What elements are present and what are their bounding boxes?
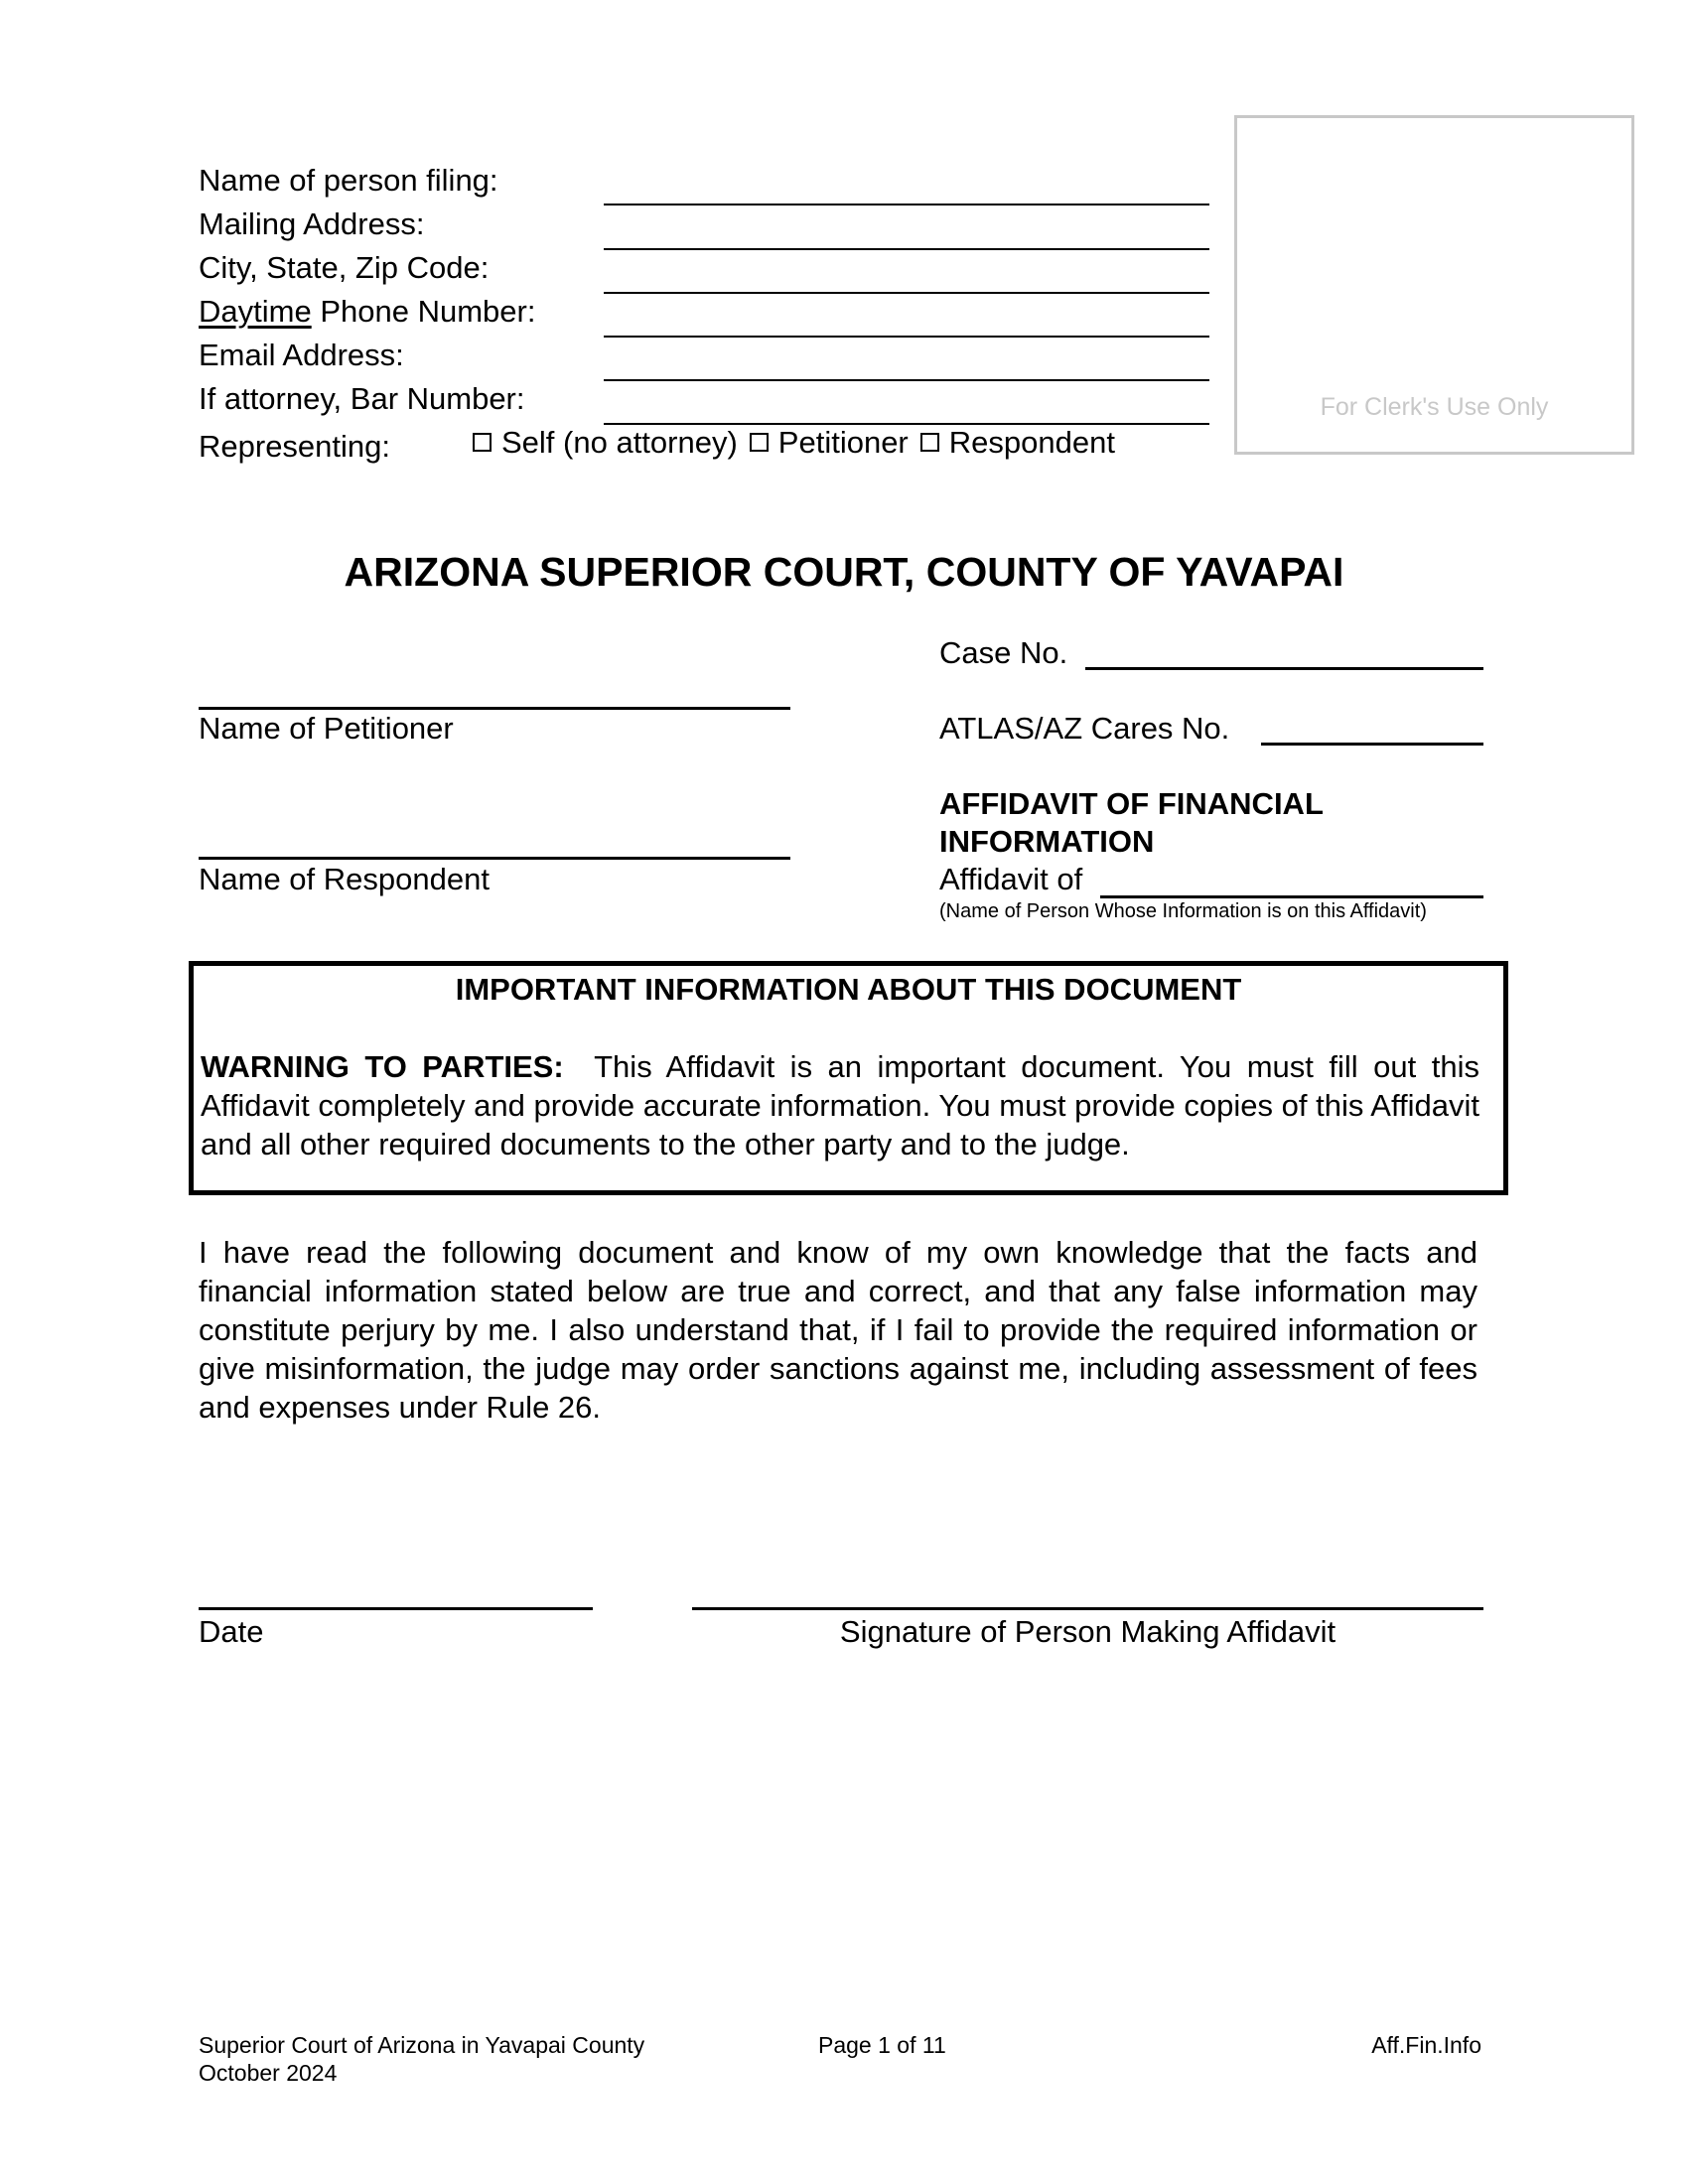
footer-date: October 2024: [199, 2060, 338, 2086]
affidavit-of-label: Affidavit of: [939, 862, 1083, 896]
option-petitioner[interactable]: [750, 425, 909, 461]
representing-label: Representing:: [199, 429, 391, 464]
warning-text: This Affidavit is an important document. You must fill out this Affidavit completely and provide accurate information. You must provide copies of this Affidavit and all other required documents to the other party and to the judge.: [201, 1049, 1480, 1161]
case-no-field[interactable]: [1085, 667, 1483, 670]
warning-box: [189, 961, 1508, 1195]
petitioner-field[interactable]: [199, 707, 790, 710]
option-self-label: Self (no attorney): [501, 425, 738, 460]
email-field[interactable]: [604, 379, 1209, 381]
mailing-address-field[interactable]: [604, 248, 1209, 250]
option-petitioner-label: Petitioner: [777, 425, 909, 460]
checkbox-icon[interactable]: [473, 433, 492, 452]
option-respondent-label: Respondent: [948, 425, 1115, 460]
atlas-label: ATLAS/AZ Cares No.: [939, 711, 1230, 746]
signature-field[interactable]: [692, 1607, 1483, 1610]
bar-number-label: If attorney, Bar Number:: [199, 381, 525, 416]
signature-label: Signature of Person Making Affidavit: [839, 1614, 1336, 1649]
doc-title-line1: AFFIDAVIT OF FINANCIAL: [939, 786, 1324, 821]
city-state-zip-label: City, State, Zip Code:: [199, 250, 490, 285]
respondent-label: Name of Respondent: [199, 862, 490, 896]
checkbox-icon[interactable]: [920, 433, 939, 452]
phone-label-daytime: Daytime: [199, 294, 312, 329]
city-state-zip-field[interactable]: [604, 292, 1209, 294]
warning-lead: WARNING TO PARTIES:: [201, 1049, 564, 1084]
respondent-field[interactable]: [199, 857, 790, 860]
filer-name-label: Name of person filing:: [199, 163, 498, 198]
footer-court: Superior Court of Arizona in Yavapai County: [199, 2032, 645, 2058]
atlas-field[interactable]: [1261, 743, 1483, 746]
warning-body: [201, 1047, 1479, 1163]
phone-label-rest: Phone Number:: [311, 294, 536, 329]
date-field[interactable]: [199, 1607, 593, 1610]
clerk-use-label: For Clerk's Use Only: [1320, 393, 1549, 421]
checkbox-icon[interactable]: [750, 433, 769, 452]
case-no-label: Case No.: [939, 635, 1068, 670]
representing-options: [473, 425, 1127, 461]
option-respondent[interactable]: [920, 425, 1115, 461]
email-label: Email Address:: [199, 338, 404, 372]
clerk-use-box: [1234, 115, 1634, 455]
affidavit-of-field[interactable]: [1100, 895, 1483, 898]
footer-page-number: Page 1 of 11: [818, 2032, 946, 2058]
option-self[interactable]: [473, 425, 738, 461]
affidavit-statement: I have read the following document and know of my own knowledge that the facts and financial information stated below are true and correct, and that any false information may constitute perjury by me. I also understand that, if I fail to provide the required information or give misinformation, the judge may order sanctions against me, including assessment of fees and expenses under Rule 26.: [199, 1235, 1477, 1425]
warning-title: IMPORTANT INFORMATION ABOUT THIS DOCUMENT: [455, 972, 1242, 1007]
phone-field[interactable]: [604, 336, 1209, 338]
footer-form-code: Aff.Fin.Info: [1371, 2032, 1481, 2058]
filer-name-field[interactable]: [604, 204, 1209, 205]
mailing-address-label: Mailing Address:: [199, 206, 425, 241]
doc-title-line2: INFORMATION: [939, 824, 1155, 859]
petitioner-label: Name of Petitioner: [199, 711, 454, 746]
affidavit-of-note: (Name of Person Whose Information is on this Affidavit): [939, 900, 1427, 922]
court-title: ARIZONA SUPERIOR COURT, COUNTY OF YAVAPAI: [344, 549, 1344, 595]
date-label: Date: [199, 1614, 264, 1649]
phone-label: [199, 294, 535, 330]
